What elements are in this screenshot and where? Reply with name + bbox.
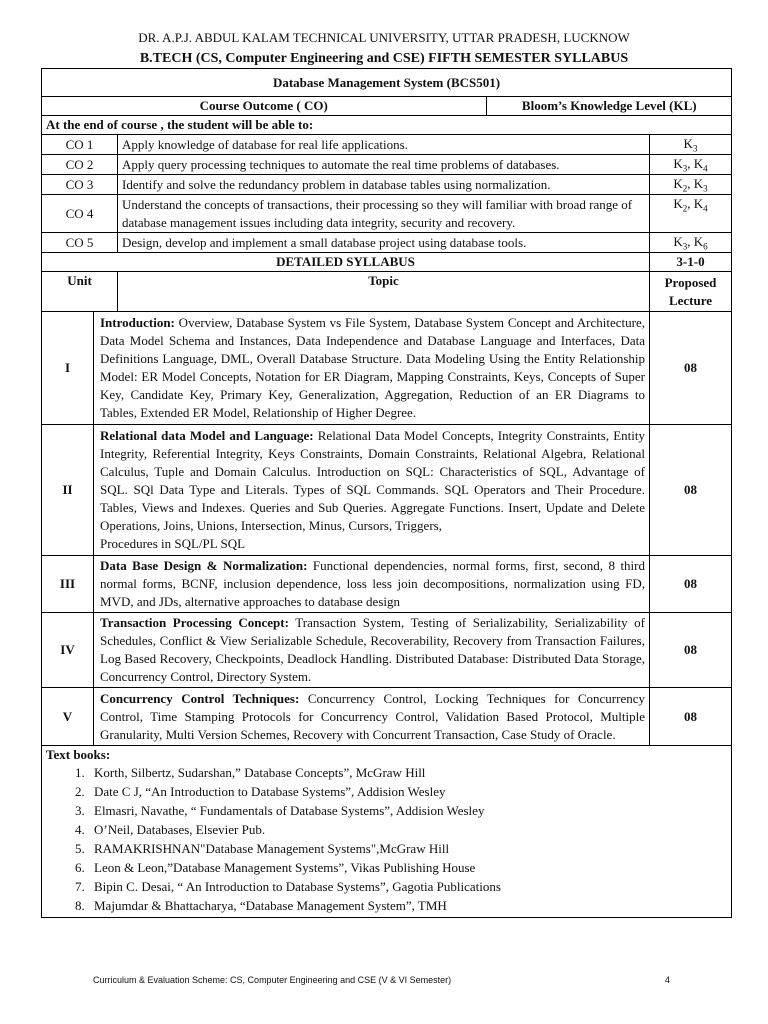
unit-number: III	[42, 556, 94, 613]
textbooks-heading: Text books:	[46, 747, 111, 762]
co-text: Identify and solve the redundancy problem in database tables using normalization.	[118, 175, 650, 195]
kl-header: Bloom’s Knowledge Level (KL)	[486, 97, 732, 115]
col-topic: Topic	[118, 272, 650, 312]
course-title: Database Management System (BCS501)	[42, 69, 732, 97]
unit-number: V	[42, 688, 94, 746]
unit-row	[42, 312, 732, 425]
co-text: Apply knowledge of database for real life applications.	[118, 135, 650, 155]
co-kl: $K_2$, $K_4$	[650, 195, 732, 233]
detailed-syllabus-heading: DETAILED SYLLABUS	[42, 253, 650, 272]
col-unit: Unit	[42, 272, 118, 312]
co-id: CO 2	[42, 155, 118, 175]
unit-topic: Introduction: Overview, Database System vs File System, Database System Concept and Architecture, Data Model Schema and Instances, Data Independence and Database Language and Interfaces, Data Definitions Language, DML, Overall Database Structure. Data Modeling Using the Entity Relationship Model: ER Model Concepts, Notation for ER Diagram, Mapping Constraints, Keys, Concepts of Super Key, Candidate Key, Primary Key, Generalization, Aggregation, Reduction of an ER Diagrams to Tables, Extended ER Model, Relationship of Higher Degree.	[94, 312, 650, 425]
co-id: CO 3	[42, 175, 118, 195]
co-intro: At the end of course , the student will be able to:	[42, 116, 732, 135]
textbook-item: 1. Korth, Silbertz, Sudarshan,” Database Concepts”, McGraw Hill	[88, 763, 727, 782]
co-row	[42, 135, 732, 155]
unit-topic: Concurrency Control Techniques: Concurrency Control, Locking Techniques for Concurrency Control, Time Stamping Protocols for Concurrency Control, Validation Based Protocol, Multiple Granularity, Multi Version Schemes, Recovery with Concurrent Transaction, Case Study of Oracle.	[94, 688, 650, 746]
university-name: DR. A.P.J. ABDUL KALAM TECHNICAL UNIVERSITY, UTTAR PRADESH, LUCKNOW	[138, 30, 630, 45]
textbook-list	[46, 763, 727, 915]
textbook-item: 6. Leon & Leon,”Database Management Systems”, Vikas Publishing House	[88, 858, 727, 877]
textbook-item: 2. Date C J, “An Introduction to Database Systems”, Addision Wesley	[88, 782, 727, 801]
footer-scheme: Curriculum & Evaluation Scheme: CS, Computer Engineering and CSE (V & VI Semester)	[93, 975, 452, 985]
unit-lectures: 08	[650, 312, 732, 425]
co-row	[42, 195, 732, 233]
co-header-row	[42, 97, 732, 116]
unit-topic: Relational data Model and Language: Relational Data Model Concepts, Integrity Constraints, Entity Integrity, Referential Integrity, Keys Constraints, Domain Constraints, Relational Algebra, Relational Calculus, Tuple and Domain Calculus. Introduction on SQL: Characteristics of SQL, Advantage of SQL. SQl Data Type and Literals. Types of SQL Commands. SQL Operators and Their Procedure. Tables, Views and Indexes. Queries and Sub Queries. Aggregate Functions. Insert, Update and Delete Operations, Joins, Unions, Intersection, Minus, Cursors, Triggers, Procedures in SQL/PL SQL	[94, 425, 650, 556]
unit-lectures: 08	[650, 688, 732, 746]
co-id: CO 1	[42, 135, 118, 155]
co-id: CO 4	[42, 195, 118, 233]
co-text: Design, develop and implement a small database project using database tools.	[118, 233, 650, 253]
unit-lectures: 08	[650, 613, 732, 688]
unit-topic: Transaction Processing Concept: Transaction System, Testing of Serializability, Serializability of Schedules, Conflict & View Serializable Schedule, Recoverability, Recovery from Transaction Failures, Log Based Recovery, Checkpoints, Deadlock Handling. Distributed Database: Distributed Data Storage, Concurrency Control, Directory System.	[94, 613, 650, 688]
unit-number: I	[42, 312, 94, 425]
co-kl: $K_3$, $K_6$	[650, 233, 732, 253]
unit-lectures: 08	[650, 556, 732, 613]
co-kl: $K_3$	[650, 135, 732, 155]
textbook-item: 7. Bipin C. Desai, “ An Introduction to Database Systems”, Gagotia Publications	[88, 877, 727, 896]
textbook-item: 8. Majumdar & Bhattacharya, “Database Management System”, TMH	[88, 896, 727, 915]
syllabus-table	[41, 68, 732, 918]
co-row	[42, 175, 732, 195]
co-kl: $K_3$, $K_4$	[650, 155, 732, 175]
co-kl: $K_2$, $K_3$	[650, 175, 732, 195]
unit-number: IV	[42, 613, 94, 688]
textbook-item: 5. RAMAKRISHNAN"Database Management Systems",McGraw Hill	[88, 839, 727, 858]
co-row	[42, 233, 732, 253]
unit-row	[42, 613, 732, 688]
co-text: Understand the concepts of transactions, their processing so they will familiar with broad range of database management issues including data integrity, security and recovery.	[118, 195, 650, 233]
textbooks-section	[42, 746, 732, 918]
co-id: CO 5	[42, 233, 118, 253]
unit-row	[42, 425, 732, 556]
ltp: 3-1-0	[650, 253, 732, 272]
co-text: Apply query processing techniques to automate the real time problems of databases.	[118, 155, 650, 175]
unit-number: II	[42, 425, 94, 556]
textbook-item: 3. Elmasri, Navathe, “ Fundamentals of Database Systems”, Addision Wesley	[88, 801, 727, 820]
co-row	[42, 155, 732, 175]
co-header: Course Outcome ( CO)	[199, 98, 328, 113]
syllabus-title: B.TECH (CS, Computer Engineering and CSE) FIFTH SEMESTER SYLLABUS	[139, 51, 629, 66]
unit-row	[42, 688, 732, 746]
unit-topic: Data Base Design & Normalization: Functional dependencies, normal forms, first, second, 8 third normal forms, BCNF, inclusion dependence, loss less join decompositions, normalization using FD, MVD, and JDs, alternative approaches to database design	[94, 556, 650, 613]
textbook-item: 4. O’Neil, Databases, Elsevier Pub.	[88, 820, 727, 839]
unit-lectures: 08	[650, 425, 732, 556]
col-lecture: Proposed Lecture	[650, 272, 732, 312]
unit-row	[42, 556, 732, 613]
page-number: 4	[665, 975, 671, 985]
